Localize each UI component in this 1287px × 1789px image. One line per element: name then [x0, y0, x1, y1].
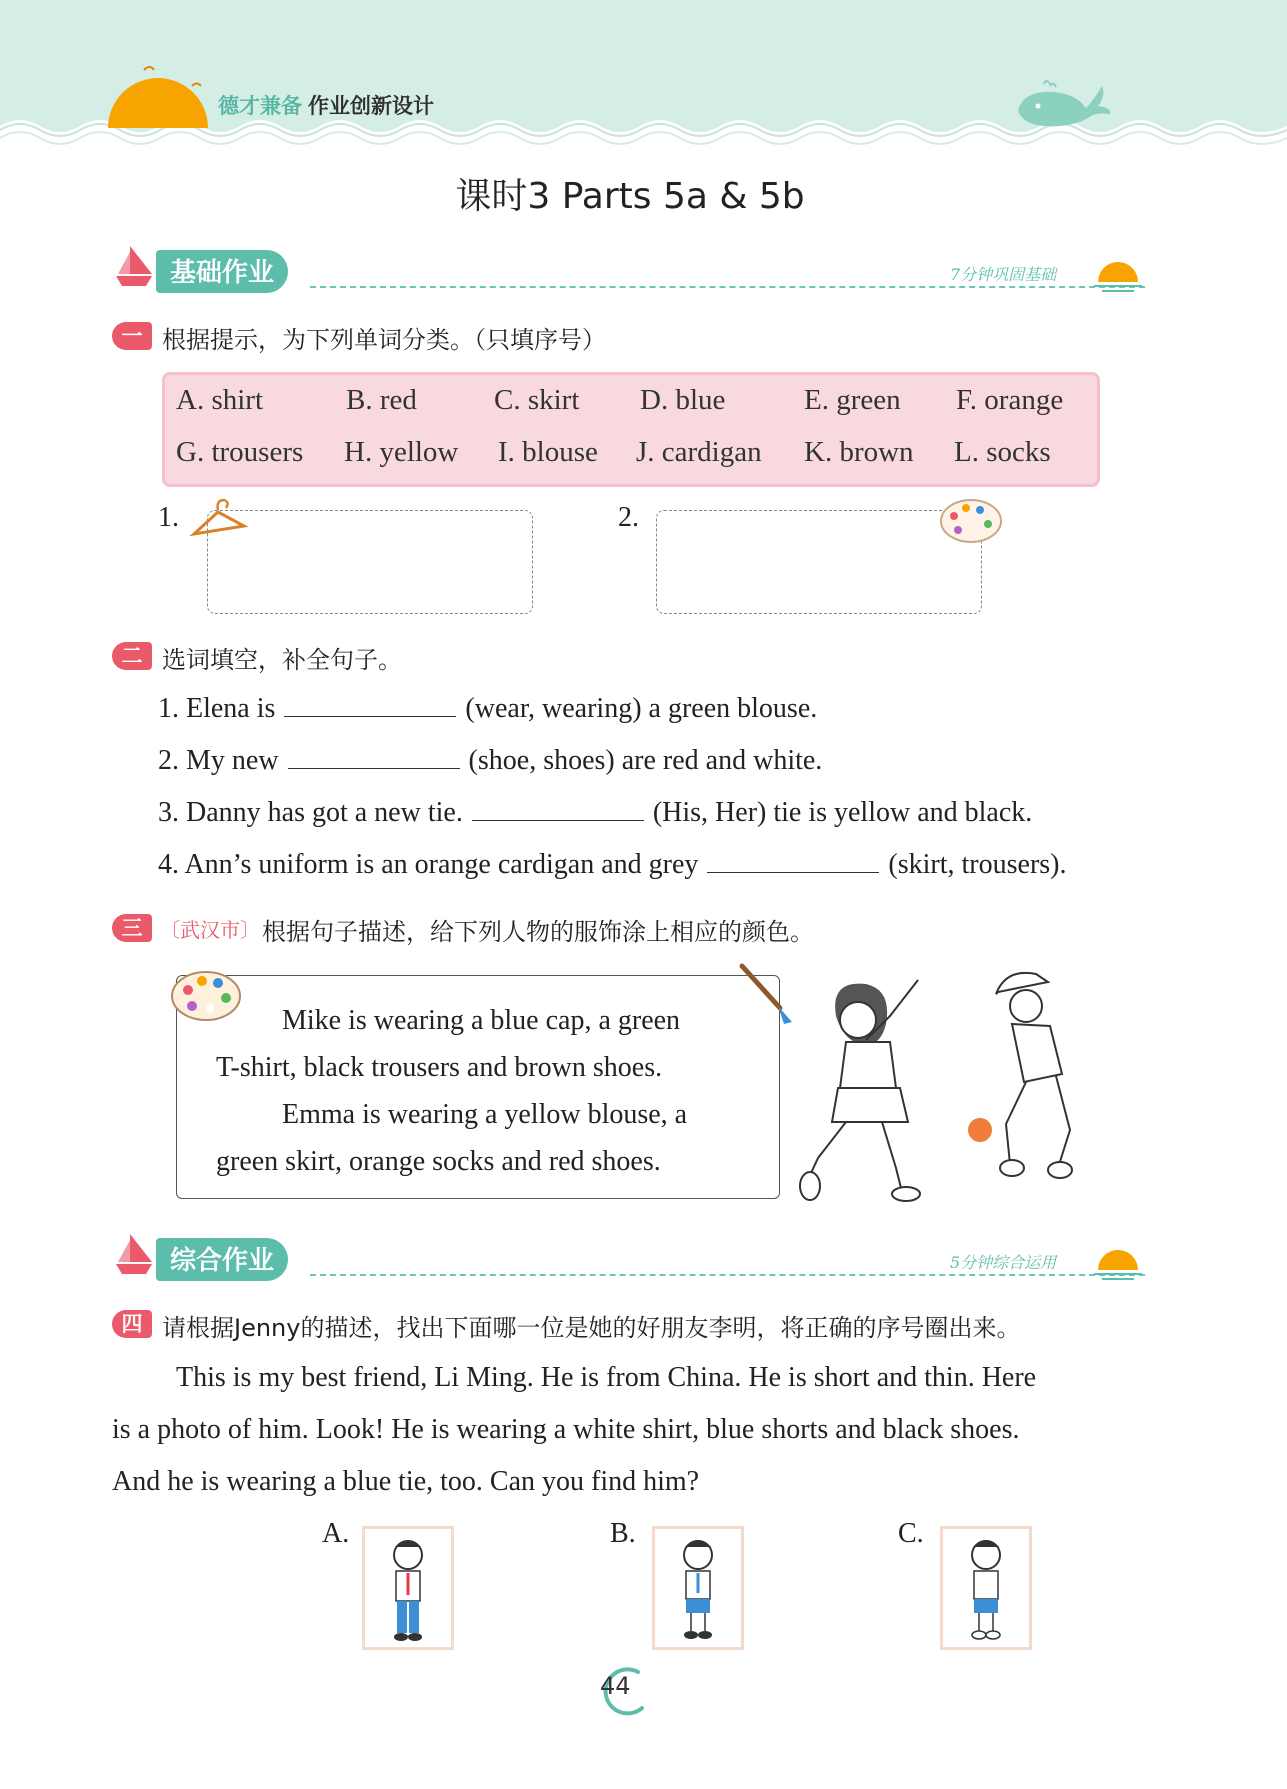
option-a-label[interactable]: A. [322, 1518, 350, 1549]
palette-icon [168, 966, 246, 1028]
word-item: K. brown [804, 436, 914, 468]
question-3-text: 根据句子描述，给下列人物的服饰涂上相应的颜色。 [262, 918, 814, 946]
sun-icon [104, 58, 214, 130]
word-item: B. red [346, 384, 417, 416]
question-4-text: 请根据Jenny的描述，找出下面哪一位是她的好朋友李明，将正确的序号圈出来。 [162, 1314, 1021, 1342]
word-item: G. trousers [176, 436, 304, 468]
paintbrush-icon [738, 962, 798, 1028]
whale-icon [1014, 78, 1114, 130]
section-basic-label: 基础作业 [156, 250, 288, 293]
option-a-image[interactable] [362, 1526, 454, 1650]
palette-icon [938, 496, 1004, 546]
question-2-text: 选词填空，补全句子。 [162, 646, 402, 674]
answer-box-2-label: 2. [618, 502, 639, 533]
sentence-1-end: (wear, wearing) a green blouse. [465, 693, 818, 724]
page-number: 44 [600, 1672, 631, 1700]
small-sun-icon [1092, 1242, 1144, 1284]
sentence-3-start: 3. Danny has got a new tie. [158, 797, 463, 828]
section-basic-divider [310, 286, 1145, 288]
hanger-icon [188, 494, 248, 544]
sentence-1 [158, 690, 817, 725]
word-item: L. socks [954, 436, 1051, 468]
answer-box-1[interactable] [207, 510, 533, 614]
brand-dark: 作业创新设计 [308, 94, 434, 118]
word-item: I. blouse [498, 436, 598, 468]
question-2-number: 二 [112, 642, 152, 670]
sentence-3 [158, 794, 1032, 829]
word-item: D. blue [640, 384, 726, 416]
sentence-4-end: (skirt, trousers). [888, 849, 1067, 880]
question-1-number: 一 [112, 322, 152, 350]
question-3-source: 〔武汉市〕 [160, 918, 260, 942]
question-1-text: 根据提示，为下列单词分类。（只填序号） [162, 326, 606, 354]
option-b-image[interactable] [652, 1526, 744, 1650]
mike-figure-image [950, 964, 1100, 1184]
brand-colored: 德才兼备 [218, 94, 302, 118]
sentence-2-end: (shoe, shoes) are red and white. [468, 745, 823, 776]
passage-line-1: This is my best friend, Li Ming. He is from China. He is short and thin. Here [176, 1362, 1037, 1393]
word-item: F. orange [956, 384, 1064, 416]
word-item: A. shirt [176, 384, 263, 416]
blank-1[interactable] [284, 690, 456, 717]
small-sun-icon [1092, 254, 1144, 296]
blank-2[interactable] [288, 742, 460, 769]
sentence-3-end: (His, Her) tie is yellow and black. [652, 797, 1033, 828]
emma-figure-image [796, 972, 946, 1202]
emma-description-line2: green skirt, orange socks and red shoes. [216, 1146, 661, 1177]
option-c-label[interactable]: C. [898, 1518, 924, 1549]
option-b-label[interactable]: B. [610, 1518, 636, 1549]
section-comprehensive-label: 综合作业 [156, 1238, 288, 1281]
question-3-number: 三 [112, 914, 152, 942]
section-basic-tag: 7分钟巩固基础 [950, 265, 1057, 284]
sentence-4 [158, 846, 1067, 881]
lesson-title: 课时3 Parts 5a & 5b [455, 176, 805, 217]
sentence-2 [158, 742, 822, 777]
emma-description-line1: Emma is wearing a yellow blouse, a [282, 1099, 688, 1130]
answer-box-1-label: 1. [158, 502, 179, 533]
passage-line-2: is a photo of him. Look! He is wearing a white shirt, blue shorts and black shoes. [112, 1414, 1020, 1445]
question-4-number: 四 [112, 1310, 152, 1338]
word-item: H. yellow [344, 436, 459, 468]
mike-description-line2: T-shirt, black trousers and brown shoes. [216, 1052, 663, 1083]
section-comprehensive-tag: 5分钟综合运用 [950, 1253, 1057, 1272]
option-c-image[interactable] [940, 1526, 1032, 1650]
sentence-1-start: 1. Elena is [158, 693, 276, 724]
word-item: J. cardigan [636, 436, 762, 468]
brand-title [218, 90, 434, 120]
mike-description-line1: Mike is wearing a blue cap, a green [282, 1005, 681, 1036]
word-item: C. skirt [494, 384, 580, 416]
sentence-2-start: 2. My new [158, 745, 279, 776]
blank-4[interactable] [707, 846, 879, 873]
sailboat-icon [110, 244, 158, 288]
word-item: E. green [804, 384, 901, 416]
blank-3[interactable] [472, 794, 644, 821]
sailboat-icon [110, 1232, 158, 1276]
section-comprehensive-divider [310, 1274, 1145, 1276]
passage-line-3: And he is wearing a blue tie, too. Can you find him? [112, 1466, 700, 1497]
sentence-4-start: 4. Ann’s uniform is an orange cardigan and grey [158, 849, 699, 880]
answer-box-2[interactable] [656, 510, 982, 614]
